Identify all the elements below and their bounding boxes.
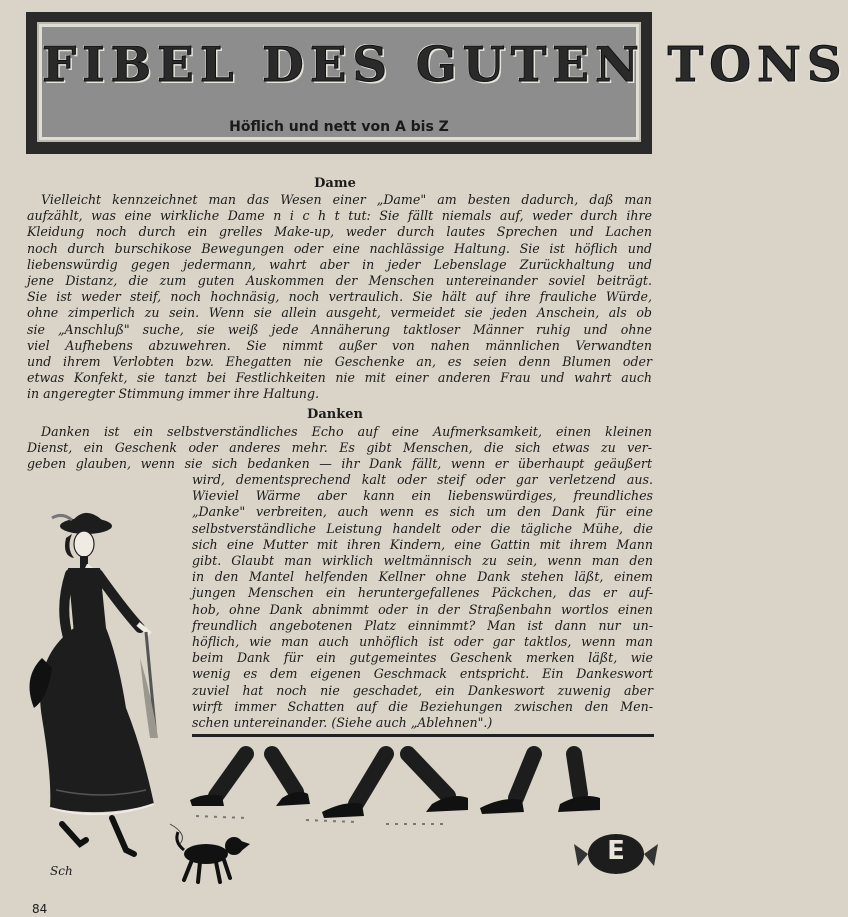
text-line: in den Mantel helfenden Kellner ohne Dank stehen läßt, einem — [192, 569, 653, 585]
page-number: 84 — [32, 902, 48, 916]
text-line: sich eine Mutter mit ihren Kindern, eine Gattin mit ihrem Mann — [192, 536, 653, 552]
text-line: selbstverständliche Leistung handelt oder die tägliche Mühe, die — [192, 520, 653, 536]
text-line: wird, dementsprechend kalt oder steif oder gar verletzend aus. — [192, 472, 653, 487]
text-line: Wieviel Wärme aber kann ein liebenswürdiges, freundliches — [192, 488, 653, 504]
text-line: und ihrem Verlobten bzw. Ehegatten nie Geschenke an, es seien denn Blumen oder — [27, 354, 652, 370]
page-title: FIBEL DES GUTEN TONS — [42, 37, 848, 93]
page-subtitle: Höflich und nett von A bis Z — [229, 119, 449, 135]
section-heading-dame: Dame — [314, 176, 356, 191]
text-line: etwas Konfekt, sie tanzt bei Festlichkeiten nie mit einer anderen Frau und wahrt auch — [27, 370, 652, 386]
lady-illustration — [22, 508, 162, 866]
text-line: beim Dank für ein gutgemeintes Geschenk merken läßt, wie — [192, 650, 653, 666]
text-line: viel Aufhebens abzuwehren. Sie nimmt außer von nahen männlichen Verwandten — [27, 337, 652, 353]
legs-illustration — [186, 748, 606, 828]
text-line: Sie ist weder steif, noch hochnäsig, noch vertraulich. Sie hält auf ihre frauliche Würde, — [27, 289, 652, 305]
header-banner-panel — [39, 24, 848, 140]
text-line: freundlich angebotenen Platz einnimmt? Man ist dann nur un- — [192, 617, 653, 633]
text-line: höflich, wie man auch unhöflich ist oder gar taktlos, wenn man — [192, 634, 653, 650]
text-line: „Danke" verbreiten, auch wenn es sich um den Dank für eine — [192, 504, 653, 520]
text-line: jene Distanz, die zum guten Auskommen der Menschen untereinander soviel beiträgt. — [27, 273, 652, 289]
text-line: jungen Menschen ein heruntergefallenes Päckchen, das er auf- — [192, 585, 653, 601]
text-line: hob, ohne Dank abnimmt oder in der Straßenbahn wortlos einen — [192, 601, 653, 617]
section-body-dame — [27, 192, 652, 403]
artist-signature: Sch — [50, 864, 73, 878]
divider-line — [192, 734, 654, 737]
section-body-danken-narrow — [192, 472, 653, 731]
text-line: wirft immer Schatten auf die Beziehungen zwischen den Men- — [192, 698, 653, 714]
text-line: geben glauben, wenn sie sich bedanken — ihr Dank fällt, wenn er überhaupt geäußert — [27, 456, 652, 472]
text-line: aufzählt, was eine wirkliche Dame n i c h t tut: Sie fällt niemals auf, weder durch ihre — [27, 208, 652, 224]
letter-badge-label: E — [607, 836, 625, 866]
text-line: Kleidung noch durch ein grelles Make-up, weder durch lautes Sprechen und Lachen — [27, 224, 652, 240]
text-line: liebenswürdig gegen jedermann, wahrt aber in jeder Lebenslage Zurückhaltung und — [27, 256, 652, 272]
header-banner — [26, 12, 848, 154]
text-line: schen untereinander. (Siehe auch „Ablehnen".) — [192, 715, 493, 731]
text-line: noch durch burschikose Bewegungen oder eine nachlässige Haltung. Sie ist höflich und — [27, 240, 652, 256]
text-line: Danken ist ein selbstverständliches Echo auf eine Aufmerksamkeit, einen kleinen — [41, 424, 652, 439]
text-line: gibt. Glaubt man wirklich weltmännisch zu sein, wenn man den — [192, 553, 653, 569]
section-body-danken-full — [27, 424, 652, 473]
text-line: wenig es dem eigenen Geschmack entspricht. Ein Dankeswort — [192, 666, 653, 682]
dog-illustration — [168, 824, 258, 886]
text-line: Vielleicht kennzeichnet man das Wesen einer „Dame" am besten dadurch, daß man — [41, 192, 652, 207]
text-line: sie „Anschluß" suche, sie weiß jede Annäherung taktloser Männer ruhig und ohne — [27, 321, 652, 337]
text-line: ohne zimperlich zu sein. Wenn sie allein ausgeht, vermeidet sie jeden Anschein, als ob — [27, 305, 652, 321]
text-line: Dienst, ein Geschenk oder anderes mehr. Es gibt Menschen, die sich etwas zu ver- — [27, 440, 652, 456]
text-line: zuviel hat noch nie geschadet, ein Dankeswort zuwenig aber — [192, 682, 653, 698]
text-line: in angeregter Stimmung immer ihre Haltung. — [27, 386, 320, 402]
section-heading-danken: Danken — [307, 407, 363, 422]
